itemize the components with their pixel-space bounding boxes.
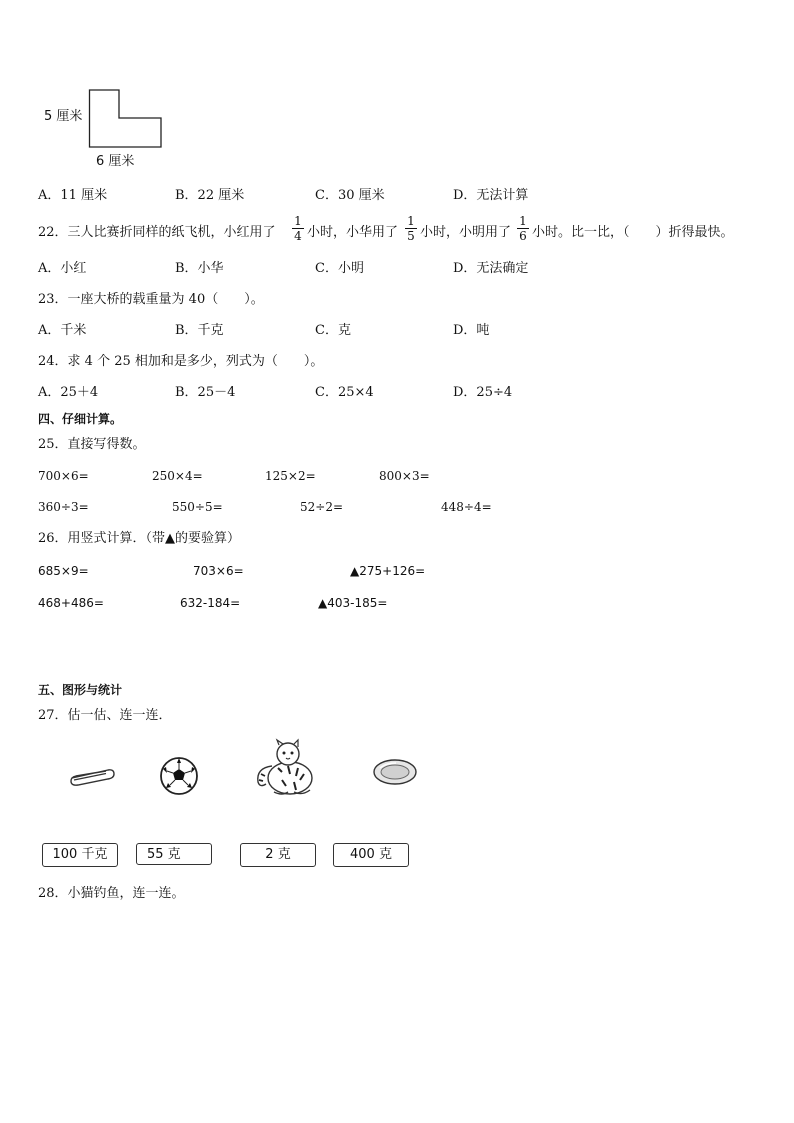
q22-stem-part2: 小时，小华用了	[307, 225, 399, 240]
q21-option-c[interactable]: C．30 厘米	[315, 188, 385, 203]
q26-item[interactable]: 685×9=	[38, 564, 89, 578]
q22-fraction-1-denominator: 4	[294, 229, 302, 243]
section-5-title: 五、图形与统计	[38, 683, 123, 697]
q25-item[interactable]: 52÷2=	[300, 500, 344, 514]
q26-item[interactable]: 632-184=	[180, 596, 241, 610]
q22-fraction-2-denominator: 5	[407, 229, 415, 243]
q21-option-a[interactable]: A．11 厘米	[38, 188, 108, 203]
q24-option-b[interactable]: B．25－4	[175, 385, 236, 400]
q25-item[interactable]: 448÷4=	[441, 500, 492, 514]
q25-item[interactable]: 800×3=	[379, 469, 430, 483]
q25-item[interactable]: 125×2=	[265, 469, 316, 483]
q23-stem: 23．一座大桥的载重量为 40（ ）。	[38, 292, 264, 307]
q22-option-a[interactable]: A．小红	[38, 261, 87, 276]
q22-fraction-3	[517, 214, 529, 243]
q25-item[interactable]: 700×6=	[38, 469, 89, 483]
tiger-picture[interactable]	[248, 738, 320, 798]
q22-fraction-3-denominator: 6	[519, 229, 527, 243]
q23-option-c[interactable]: C．克	[315, 323, 351, 338]
q22-fraction-1	[292, 214, 304, 243]
q28-stem: 28．小猫钓鱼，连一连。	[38, 886, 185, 901]
q26-item[interactable]: ▲275+126=	[350, 564, 426, 578]
q21-option-b[interactable]: B．22 厘米	[175, 188, 245, 203]
section-4-title: 四、仔细计算。	[38, 412, 123, 426]
q24-option-c[interactable]: C．25×4	[315, 385, 374, 400]
figure-height-label: 5 厘米	[44, 109, 83, 124]
q26-stem: 26．用竖式计算．（带▲的要验算）	[38, 531, 241, 546]
q22-fraction-3-numerator: 1	[517, 214, 529, 229]
weight-option-box[interactable]: 400 克	[333, 843, 409, 867]
q25-stem: 25．直接写得数。	[38, 437, 146, 452]
q25-item[interactable]: 550÷5=	[172, 500, 223, 514]
weight-option-box[interactable]: 100 千克	[42, 843, 118, 867]
q24-stem: 24．求 4 个 25 相加和是多少，列式为（ ）。	[38, 354, 324, 369]
q26-item[interactable]: ▲403-185=	[318, 596, 388, 610]
q25-item[interactable]: 360÷3=	[38, 500, 89, 514]
q26-item[interactable]: 468+486=	[38, 596, 104, 610]
q22-stem-part1: 22．三人比赛折同样的纸飞机，小红用了	[38, 225, 276, 240]
soccer-ball-picture[interactable]	[158, 755, 200, 797]
q23-option-d[interactable]: D．吨	[453, 323, 490, 338]
q22-fraction-1-numerator: 1	[292, 214, 304, 229]
figure-width-label: 6 厘米	[96, 154, 135, 169]
q21-option-d[interactable]: D．无法计算	[453, 188, 529, 203]
q22-option-d[interactable]: D．无法确定	[453, 261, 529, 276]
q22-option-c[interactable]: C．小明	[315, 261, 364, 276]
q24-option-d[interactable]: D．25÷4	[453, 385, 513, 400]
paper-clip-picture[interactable]	[68, 766, 116, 786]
q22-stem-part3: 小时，小明用了	[420, 225, 512, 240]
q22-fraction-2	[405, 214, 417, 243]
weight-option-box[interactable]: 55 克	[136, 843, 212, 865]
q22-fraction-2-numerator: 1	[405, 214, 417, 229]
q26-item[interactable]: 703×6=	[193, 564, 244, 578]
l-shape-figure	[88, 88, 164, 150]
q22-stem-part4: 小时。比一比，（ ）折得最快。	[532, 225, 734, 240]
q25-item[interactable]: 250×4=	[152, 469, 203, 483]
plate-picture[interactable]	[372, 758, 418, 786]
q23-option-a[interactable]: A．千米	[38, 323, 87, 338]
q22-option-b[interactable]: B．小华	[175, 261, 224, 276]
q24-option-a[interactable]: A．25＋4	[38, 385, 99, 400]
q23-option-b[interactable]: B．千克	[175, 323, 224, 338]
q27-stem: 27．估一估、连一连．	[38, 708, 172, 723]
weight-option-box[interactable]: 2 克	[240, 843, 316, 867]
